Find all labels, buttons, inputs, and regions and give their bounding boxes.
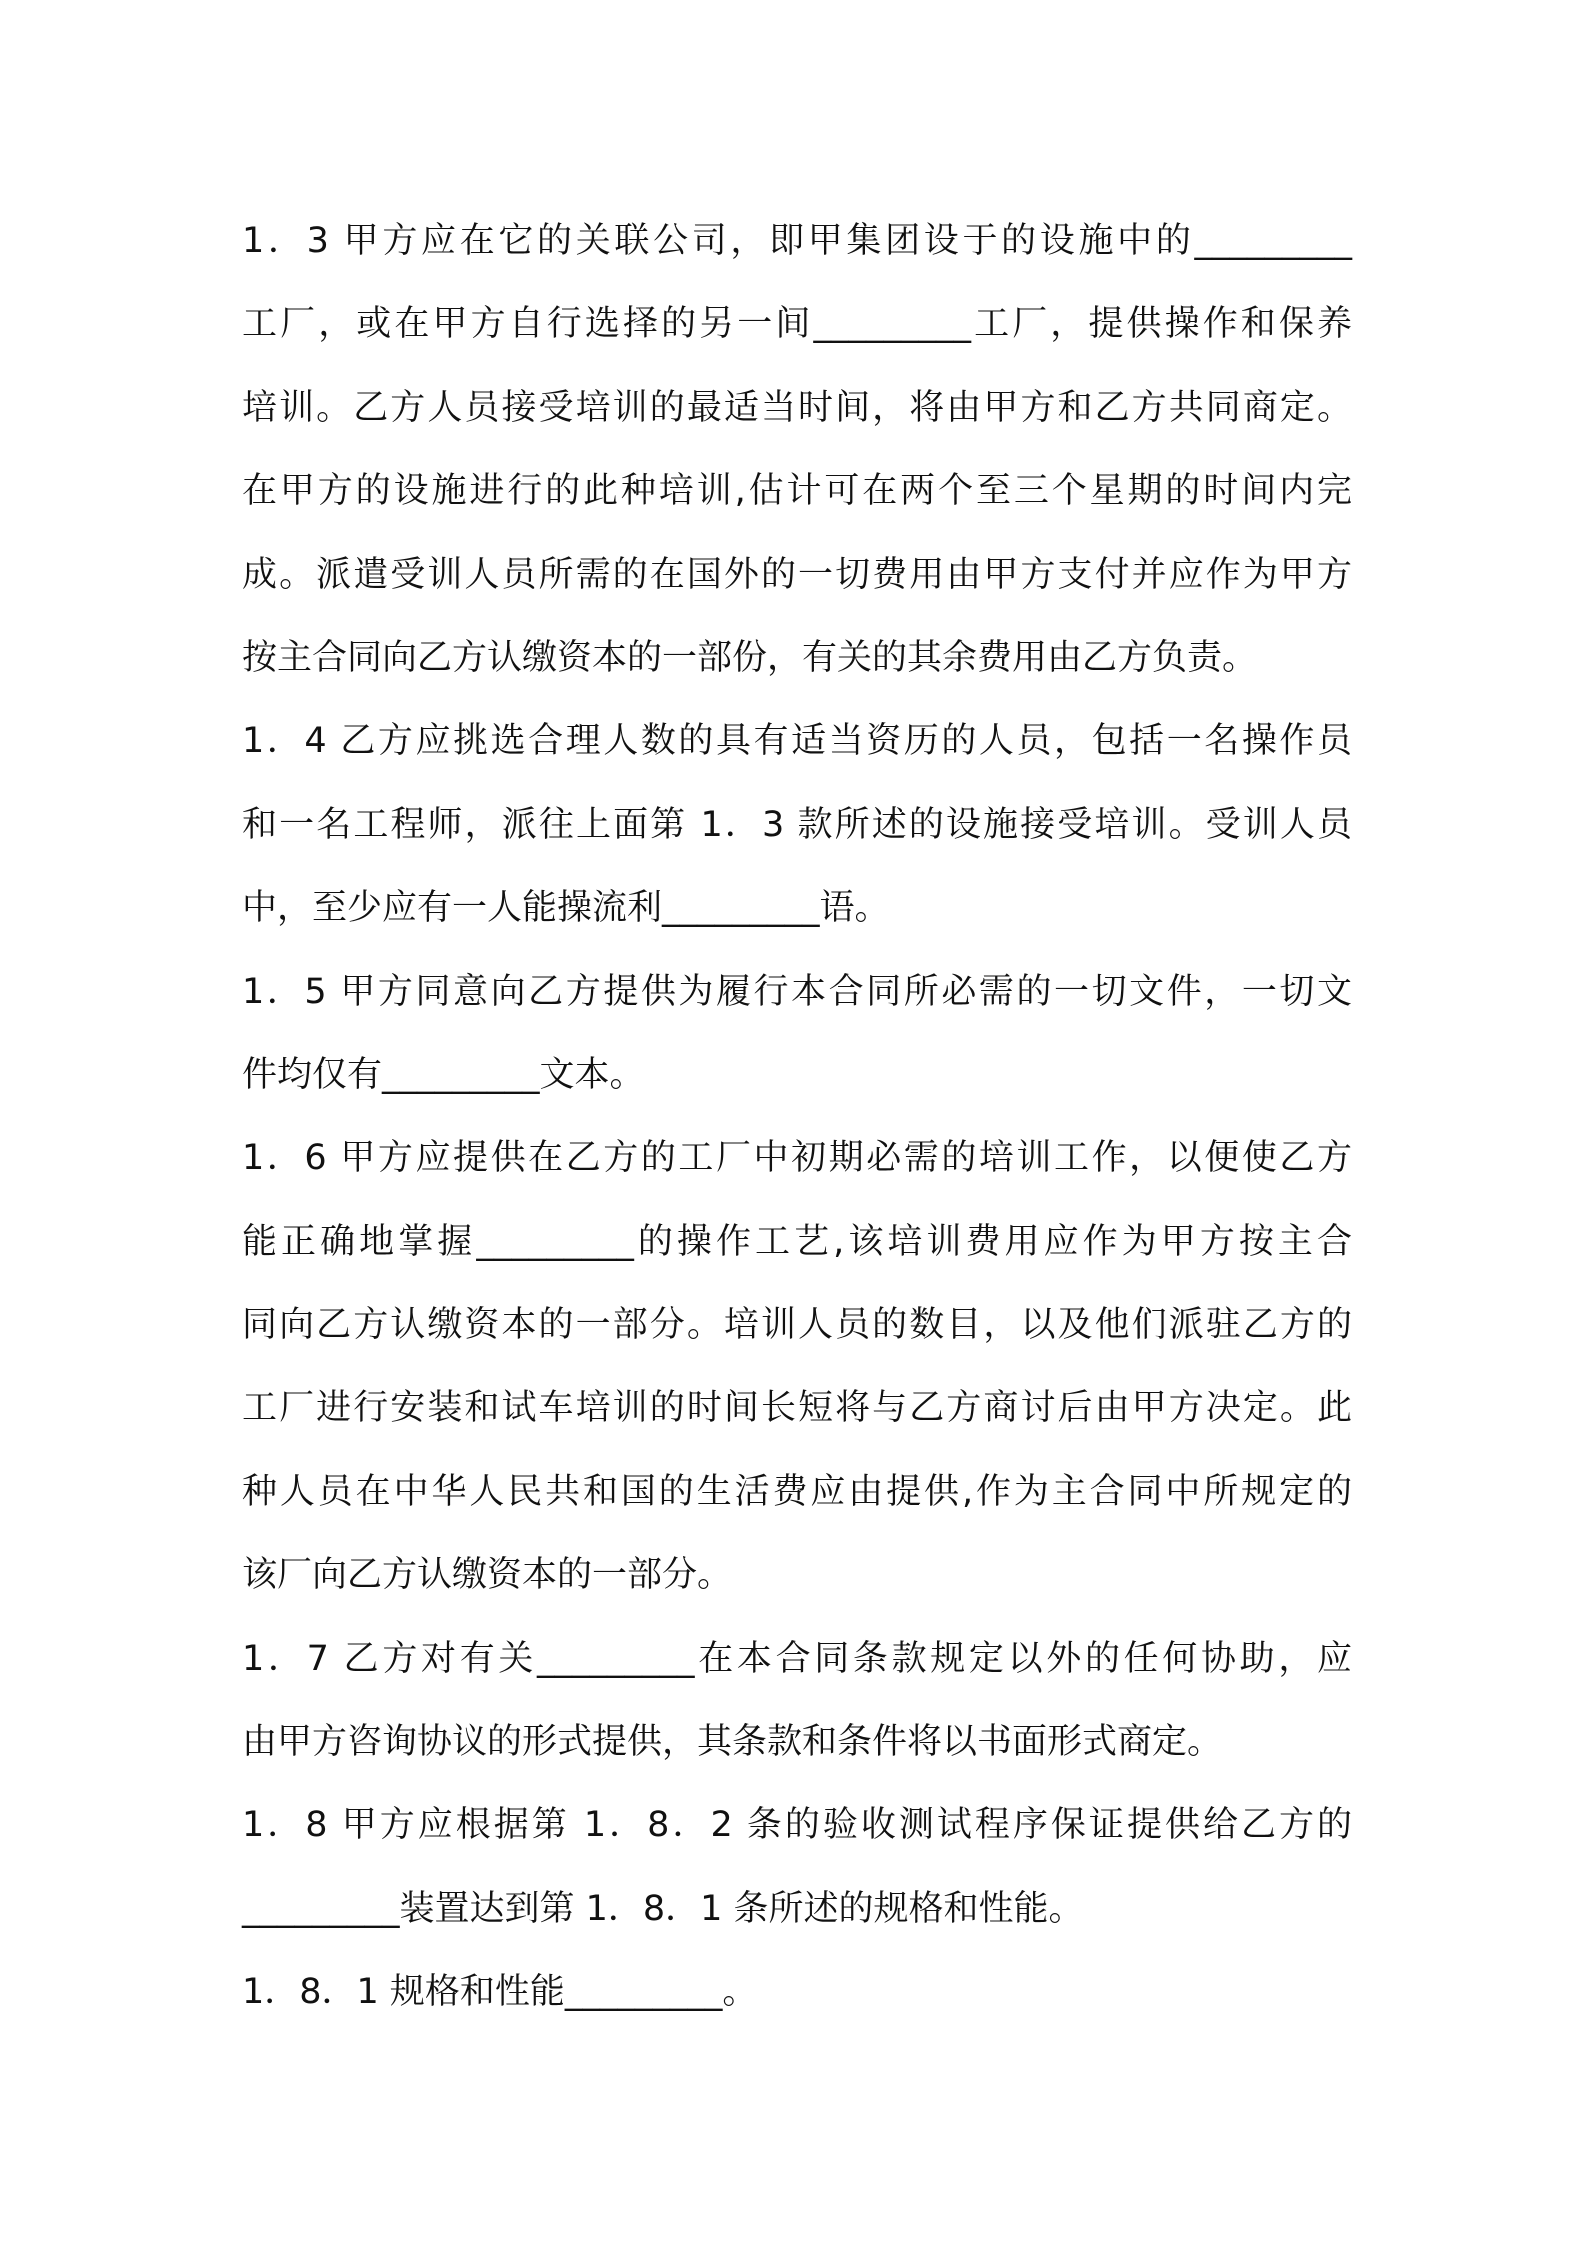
clause-1-3-line-2: 工厂，或在甲方自行选择的另一间_________工厂，提供操作和保养 [242, 304, 1352, 345]
clause-1-7-line-1: 1．7 乙方对有关_________在本合同条款规定以外的任何协助，应 [242, 1638, 1352, 1679]
clause-1-3-line-1: 1．3 甲方应在它的关联公司，即甲集团设于的设施中的_________ [242, 221, 1352, 261]
clause-1-5-line-1: 1．5 甲方同意向乙方提供为履行本合同所必需的一切文件，一切文 [242, 971, 1352, 1012]
clause-1-6-line-6: 该厂向乙方认缴资本的一部分。 [242, 1555, 733, 1596]
clause-1-5-line-2: 件均仅有_________文本。 [242, 1054, 645, 1095]
clause-1-3-line-3: 培训。乙方人员接受培训的最适当时间，将由甲方和乙方共同商定。 [242, 387, 1352, 428]
clause-1-4-line-1: 1．4 乙方应挑选合理人数的具有适当资历的人员，包括一名操作员 [242, 721, 1352, 762]
clause-1-4-line-2: 和一名工程师，派往上面第 1．3 款所述的设施接受培训。受训人员 [242, 804, 1352, 845]
clause-1-6-line-5: 种人员在中华人民共和国的生活费应由提供,作为主合同中所规定的 [242, 1471, 1352, 1512]
clause-1-3-line-6: 按主合同向乙方认缴资本的一部份，有关的其余费用由乙方负责。 [242, 637, 1258, 678]
clause-1-6-line-4: 工厂进行安装和试车培训的时间长短将与乙方商讨后由甲方决定。此 [242, 1388, 1352, 1429]
document-body [242, 200, 1352, 2035]
clause-1-7-line-2: 由甲方咨询协议的形式提供，其条款和条件将以书面形式商定。 [242, 1722, 1223, 1763]
clause-1-8-line-2: _________装置达到第 1．8．1 条所述的规格和性能。 [242, 1888, 1084, 1929]
clause-1-6-line-1: 1．6 甲方应提供在乙方的工厂中初期必需的培训工作，以便使乙方 [242, 1138, 1352, 1179]
clause-1-6-line-3: 同向乙方认缴资本的一部分。培训人员的数目，以及他们派驻乙方的 [242, 1305, 1352, 1346]
clause-1-3-line-5: 成。派遣受训人员所需的在国外的一切费用由甲方支付并应作为甲方 [242, 554, 1352, 595]
clause-1-8-1-line-1: 1．8．1 规格和性能_________。 [242, 1972, 758, 2013]
clause-1-8-line-1: 1．8 甲方应根据第 1．8．2 条的验收测试程序保证提供给乙方的 [242, 1805, 1352, 1846]
clause-1-4-line-3: 中，至少应有一人能操流利_________语。 [242, 888, 890, 929]
clause-1-3-line-4: 在甲方的设施进行的此种培训,估计可在两个至三个星期的时间内完 [242, 471, 1352, 512]
clause-1-6-line-2: 能正确地掌握_________的操作工艺,该培训费用应作为甲方按主合 [242, 1221, 1352, 1262]
